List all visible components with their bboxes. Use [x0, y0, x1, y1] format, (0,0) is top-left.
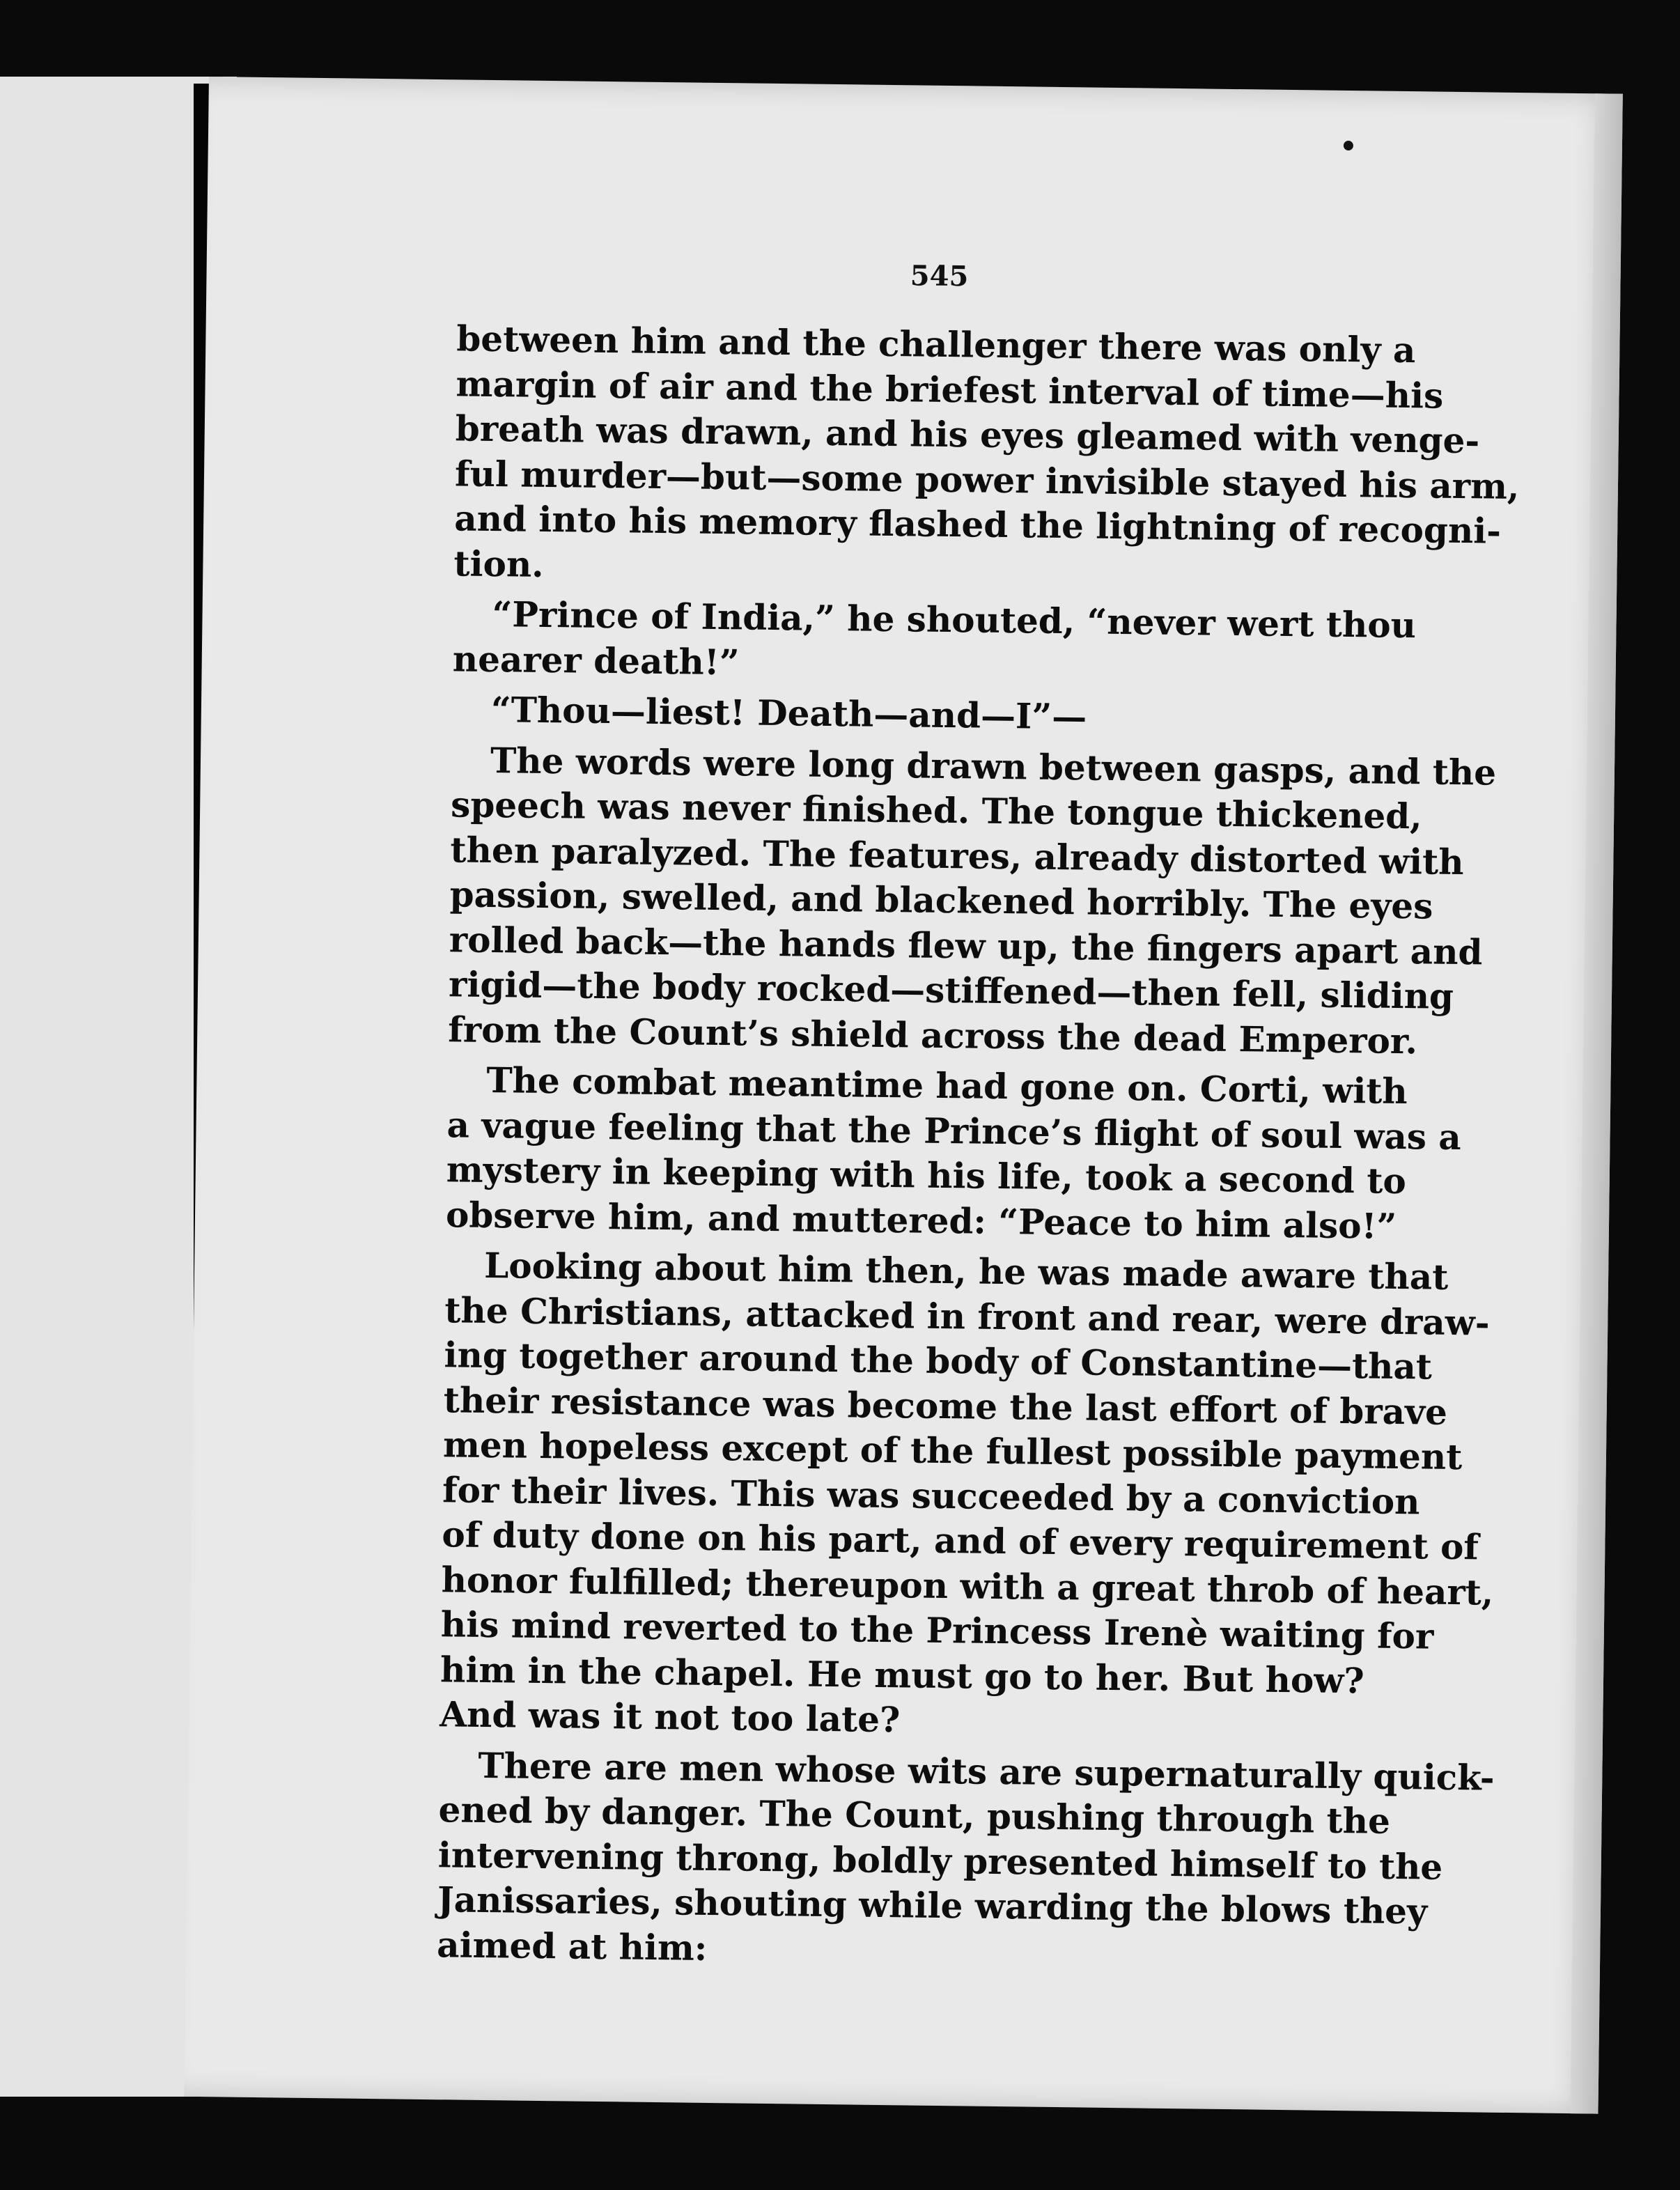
- text-line: ened by danger. The Count, pushing through the: [438, 1789, 1391, 1842]
- text-line: the Christians, attacked in front and rear, were draw-: [444, 1289, 1490, 1344]
- text-line: Janissaries, shouting while warding the blows they: [437, 1879, 1428, 1932]
- text-line: passion, swelled, and blackened horribly. The eyes: [449, 873, 1433, 927]
- text-line: nearer death!”: [452, 637, 740, 683]
- text-line: breath was drawn, and his eyes gleamed with venge-: [455, 407, 1480, 462]
- book-page: [185, 77, 1623, 2114]
- paragraph: [436, 1743, 1495, 1979]
- paragraph: [439, 1243, 1494, 1748]
- body-text: [436, 316, 1520, 1978]
- page-edge: [1570, 93, 1622, 2113]
- text-line: intervening throng, boldly presented himself to the: [437, 1833, 1443, 1888]
- text-line: ing together around the body of Constantine—that: [444, 1334, 1433, 1388]
- text-line: rigid—the body rocked—stiffened—then fell, sliding: [448, 963, 1454, 1017]
- text-line: mystery in keeping with his life, took a second to: [446, 1149, 1407, 1202]
- text-line: him in the chapel. He must go to her. But how?: [440, 1648, 1365, 1701]
- text-line: The words were long drawn between gasps, and the: [490, 739, 1497, 793]
- text-line: ful murder—but—some power invisible stayed his arm,: [454, 452, 1520, 507]
- text-line: aimed at him:: [436, 1923, 708, 1968]
- text-line: tion.: [453, 542, 545, 585]
- text-line: And was it not too late?: [439, 1693, 901, 1741]
- paragraph: [447, 738, 1497, 1064]
- text-line: observe him, and muttered: “Peace to him also!”: [445, 1193, 1397, 1247]
- text-line: “Prince of India,” he shouted, “never wert thou: [492, 593, 1417, 646]
- page-number: 545: [910, 259, 969, 293]
- text-line: speech was never finished. The tongue thickened,: [450, 784, 1423, 837]
- paragraph: [453, 316, 1520, 597]
- paragraph: [452, 591, 1417, 692]
- text-line: “Thou—liest! Death—and—I”—: [490, 689, 1087, 738]
- text-line: from the Count’s shield across the dead Emperor.: [447, 1008, 1418, 1062]
- paragraph: [445, 1057, 1462, 1248]
- text-line: between him and the challenger there was only a: [456, 318, 1416, 371]
- text-line: of duty done on his part, and of every requirement of: [442, 1514, 1479, 1568]
- text-line: men hopeless except of the fullest possible payment: [442, 1424, 1463, 1478]
- text-line: There are men whose wits are supernaturally quick-: [478, 1744, 1495, 1799]
- text-line: margin of air and the briefest interval of time—his: [456, 362, 1444, 417]
- text-line: a vague feeling that the Prince’s flight of soul was a: [446, 1103, 1462, 1158]
- text-line: Looking about him then, he was made aware that: [483, 1244, 1449, 1298]
- text-line: The combat meantime had gone on. Corti, with: [486, 1059, 1408, 1112]
- text-line: his mind reverted to the Princess Irenè waiting for: [440, 1603, 1434, 1657]
- text-line: for their lives. This was succeeded by a conviction: [442, 1468, 1420, 1522]
- text-line: rolled back—the hands flew up, the fingers apart and: [449, 918, 1483, 972]
- text-line: their resistance was become the last effort of brave: [443, 1379, 1448, 1433]
- text-line: and into his memory flashed the lightning of recogni-: [453, 497, 1502, 552]
- text-line: then paralyzed. The features, already distorted with: [450, 828, 1464, 883]
- text-line: honor fulfilled; thereupon with a great throb of heart,: [441, 1558, 1494, 1613]
- ink-speck: [1344, 141, 1353, 150]
